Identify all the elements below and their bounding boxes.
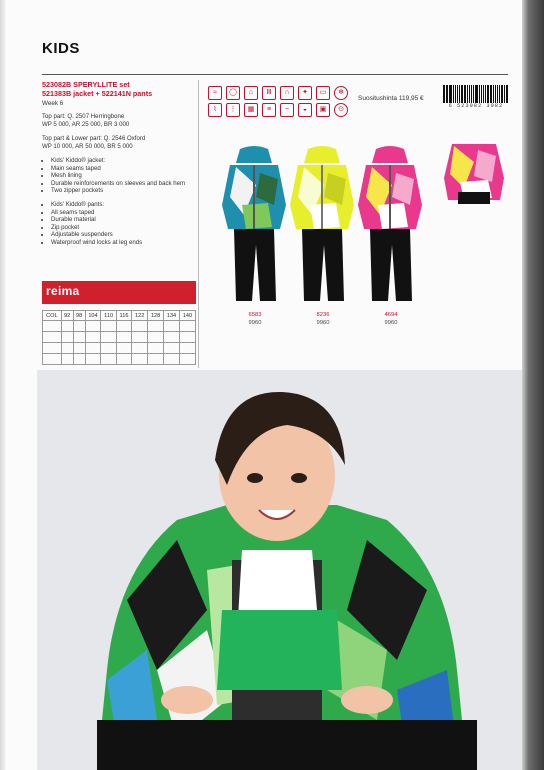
- snow-icon: ❄: [334, 86, 348, 100]
- section-title: KIDS: [42, 40, 80, 57]
- page-edge: [522, 0, 544, 770]
- feature-item: • All seams taped: [51, 209, 196, 217]
- feature-item: • Kids' Kiddo® jacket:: [51, 157, 196, 165]
- size-header-row: [43, 311, 196, 321]
- fabric-spec-all-name: Top part & Lower part: Q. 2546 Oxford: [42, 135, 146, 142]
- care-icons: [208, 86, 356, 117]
- temp-icon: Ⅲ: [262, 86, 276, 100]
- jacket-back-thumbnail: [442, 138, 506, 204]
- zip-icon: ⋮: [226, 103, 240, 117]
- brand-logo: reima: [46, 284, 80, 298]
- size-header-cell: 110: [101, 311, 116, 321]
- size-row: [43, 354, 196, 365]
- brand-bar: [42, 281, 196, 304]
- breath-icon: ▣: [316, 103, 330, 117]
- clean-icon: ⊙: [334, 103, 348, 117]
- size-header-cell: 122: [132, 311, 148, 321]
- pocket-icon: ▭: [316, 86, 330, 100]
- fabric-spec-top-values: WP 5 000, AR 25 000, BR 3 000: [42, 121, 130, 128]
- fabric-spec-all: [42, 135, 196, 151]
- outfit-blue: [216, 145, 292, 305]
- barcode-number: 6 523082 3082: [448, 103, 504, 109]
- size-header-cell: COL: [43, 311, 62, 321]
- wash-icon: ≈: [208, 86, 222, 100]
- outfit-yellow: [284, 145, 360, 305]
- color-code: 4694: [384, 312, 398, 318]
- layer-icon: ≡: [262, 103, 276, 117]
- hood-icon: ∩: [280, 86, 294, 100]
- reflector-icon: ✦: [298, 86, 312, 100]
- size-header-cell: 116: [116, 311, 131, 321]
- feature-item: • Main seams taped: [51, 165, 196, 173]
- iron-icon: ⌂: [244, 86, 258, 100]
- size-header-cell: 104: [85, 311, 101, 321]
- feature-item: • Mesh lining: [51, 172, 196, 180]
- size-header-cell: 134: [164, 311, 180, 321]
- tumble-icon: ◯: [226, 86, 240, 100]
- recommended-price: Suositushinta 119,95 €: [358, 95, 424, 102]
- feature-item: • Adjustable suspenders: [51, 231, 196, 239]
- color-code-pants: 9960: [384, 320, 398, 326]
- water-icon: ◒: [298, 103, 312, 117]
- size-header-cell: 128: [148, 311, 164, 321]
- fabric-spec-top-name: Top part: Q. 2507 Herringbone: [42, 113, 125, 120]
- barcode: [443, 85, 509, 103]
- column-divider: [198, 80, 199, 368]
- product-code-pieces: 521383B jacket + 522141N pants: [42, 89, 153, 98]
- fabric-spec-all-values: WP 10 000, AR 50 000, BR 5 000: [42, 143, 133, 150]
- product-code-set: 523082B SPERYLLITE set: [42, 80, 130, 89]
- size-table: [42, 310, 196, 365]
- pants-features: [42, 201, 196, 247]
- delivery-week: Week 6: [42, 100, 64, 107]
- size-header-cell: 92: [61, 311, 73, 321]
- feature-item: • Zip pocket: [51, 224, 196, 232]
- size-row: [43, 332, 196, 343]
- wind-icon: ~: [280, 103, 294, 117]
- color-code: 8236: [316, 312, 330, 318]
- product-info: [42, 80, 196, 247]
- feature-item: • Durable reinforcements on sleeves and back hem: [51, 180, 196, 188]
- seam-icon: ⌇: [208, 103, 222, 117]
- size-row: [43, 343, 196, 354]
- fabric-spec-top: [42, 113, 196, 129]
- size-header-cell: 98: [73, 311, 85, 321]
- color-code: 6583: [248, 312, 262, 318]
- color-code-pants: 9960: [248, 320, 262, 326]
- product-photo: [37, 370, 522, 770]
- fabric-icon: ▦: [244, 103, 258, 117]
- header-rule: [42, 74, 508, 75]
- page-binding: [0, 0, 6, 770]
- size-header-cell: 140: [179, 311, 195, 321]
- color-code-pants: 9960: [316, 320, 330, 326]
- size-row: [43, 321, 196, 332]
- feature-item: • Durable material: [51, 216, 196, 224]
- feature-item: • Waterproof wind locks at leg ends: [51, 239, 196, 247]
- outfit-pink: [352, 145, 428, 305]
- jacket-features: [42, 157, 196, 195]
- feature-item: • Kids' Kiddo® pants:: [51, 201, 196, 209]
- feature-item: • Two zipper pockets: [51, 187, 196, 195]
